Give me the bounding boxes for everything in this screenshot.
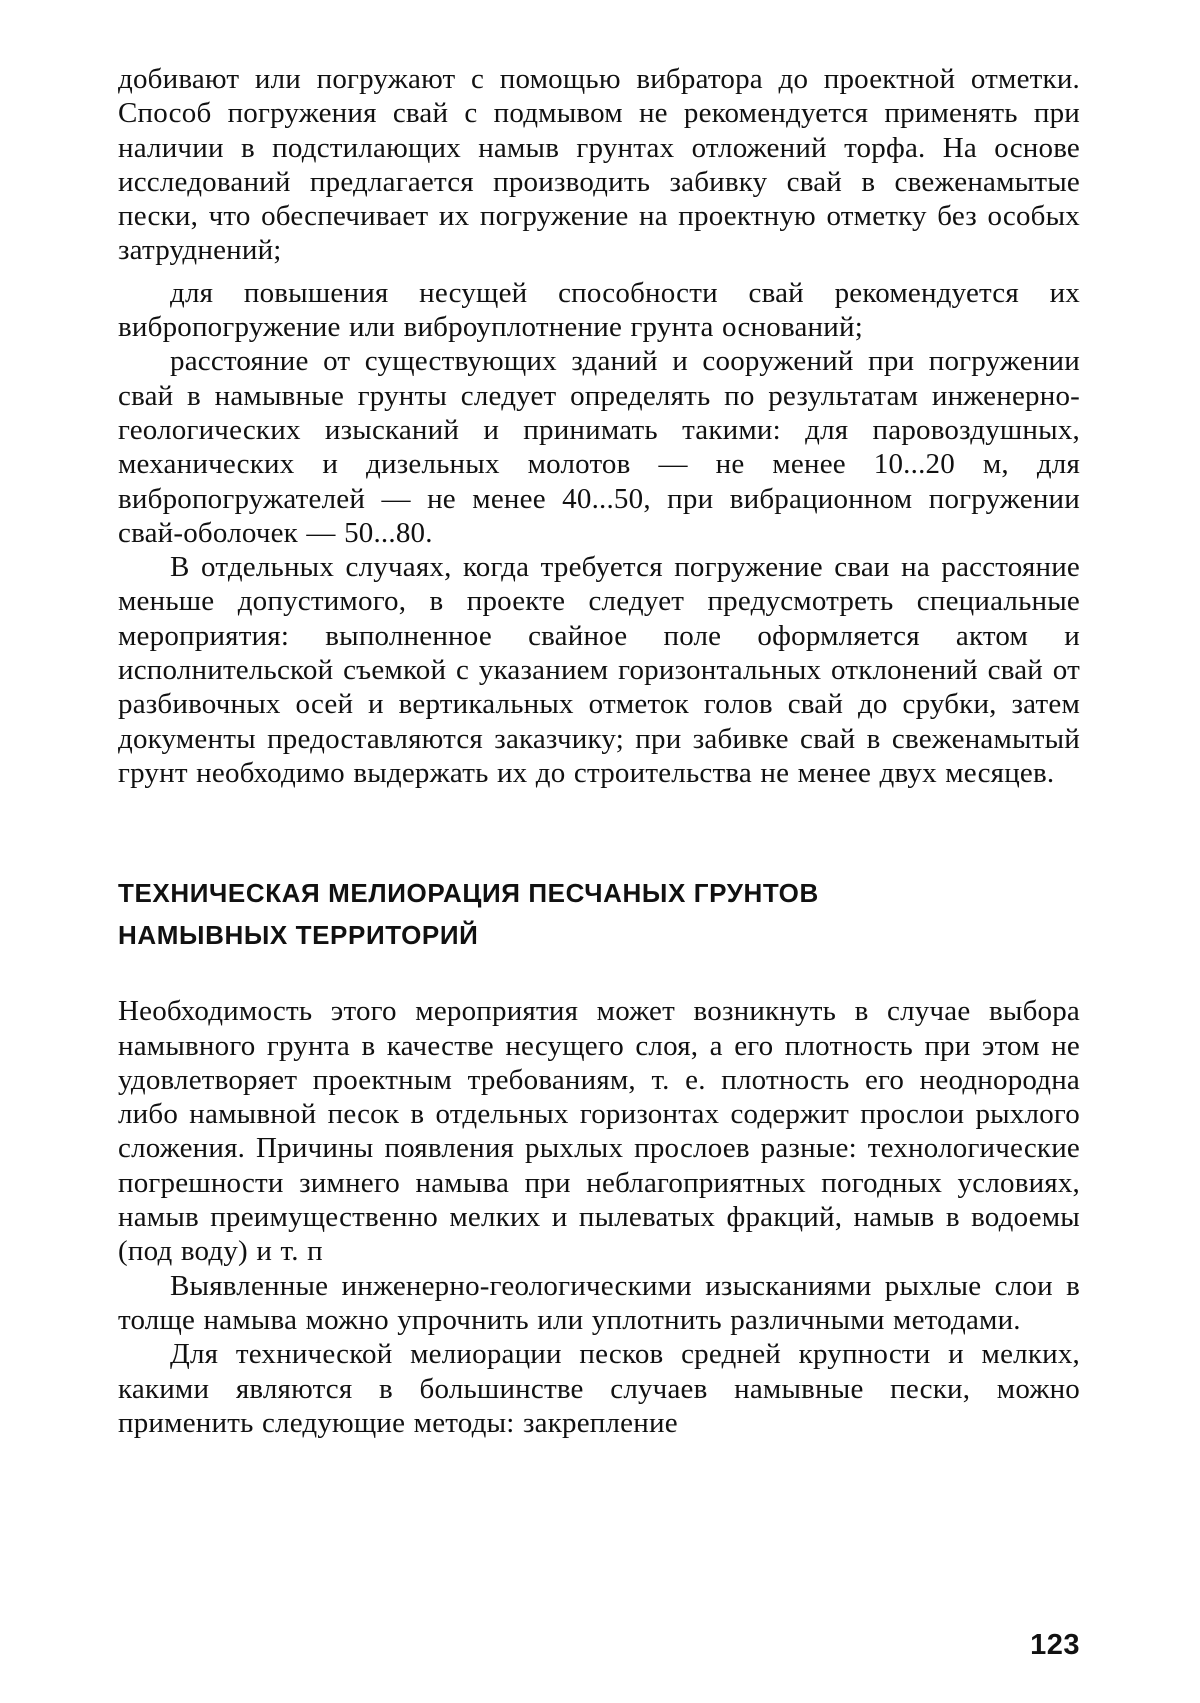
page-number: 123 (1030, 1629, 1080, 1661)
book-page (118, 62, 1080, 1662)
section-heading (118, 872, 1080, 956)
paragraph-methods: Для технической мелиорации песков средней крупности и мелких, какими являются в большинстве случаев намывные пески, можно применить следующие методы: закрепление (118, 1338, 1080, 1439)
section-heading-line-1: ТЕХНИЧЕСКАЯ МЕЛИОРАЦИЯ ПЕСЧАНЫХ ГРУНТОВ (118, 878, 819, 909)
paragraph-special-measures: В отдельных случаях, когда требуется погружение сваи на расстояние меньше допустимого, в проекте следует предусмотреть специальные мероприятия: выполненное свайное поле оформляется актом и исполнительской съемкой с указанием горизонтальных отклонений свай от разбивочных осей и вертикальных отметок голов свай до срубки, затем документы предоставляются заказчику; при забивке свай в свеженамытый грунт необходимо выдержать их до строительства не менее двух месяцев. (118, 551, 1080, 789)
paragraph-bearing-capacity: для повышения несущей способности свай рекомендуется их вибропогружение или виброуплотнение грунта оснований; (118, 276, 1080, 344)
paragraph-pile-driving: добивают или погружают с помощью вибратора до проектной отметки. Способ погружения свай с подмывом не рекомендуется применять при наличии в подстилающих намыв грунтах отложений торфа. На основе исследований предлагается производить забивку свай в свеженамытые пески, что обеспечивает их погружение на проектную отметку без особых затруднений; (118, 63, 1080, 267)
section-heading-line-2: НАМЫВНЫХ ТЕРРИТОРИЙ (118, 920, 479, 951)
paragraph-necessity: Необходимость этого мероприятия может возникнуть в случае выбора намывного грунта в качестве несущего слоя, а его плотность при этом не удовлетворяет проектным требованиям, т. е. плотность его неоднородна либо намывной песок в отдельных горизонтах содержит прослои рыхлого сложения. Причины появления рыхлых прослоев разные: технологические погрешности зимнего намыва при неблагоприятных погодных условиях, намыв преимущественно мелких и пылеватых фракций, намыв в водоемы (под воду) и т. п (118, 995, 1080, 1268)
paragraph-distance-rules: расстояние от существующих зданий и сооружений при погружении свай в намывные грунты следует определять по результатам инженерно-геологических изысканий и принимать такими: для паровоздушных, механических и дизельных молотов — не менее 10...20 м, для вибропогружателей — не менее 40...50, при вибрационном погружении свай-оболочек — 50...80. (118, 345, 1080, 549)
paragraph-loose-layers: Выявленные инженерно-геологическими изысканиями рыхлые слои в толще намыва можно упрочнить или уплотнить различными методами. (118, 1269, 1080, 1336)
